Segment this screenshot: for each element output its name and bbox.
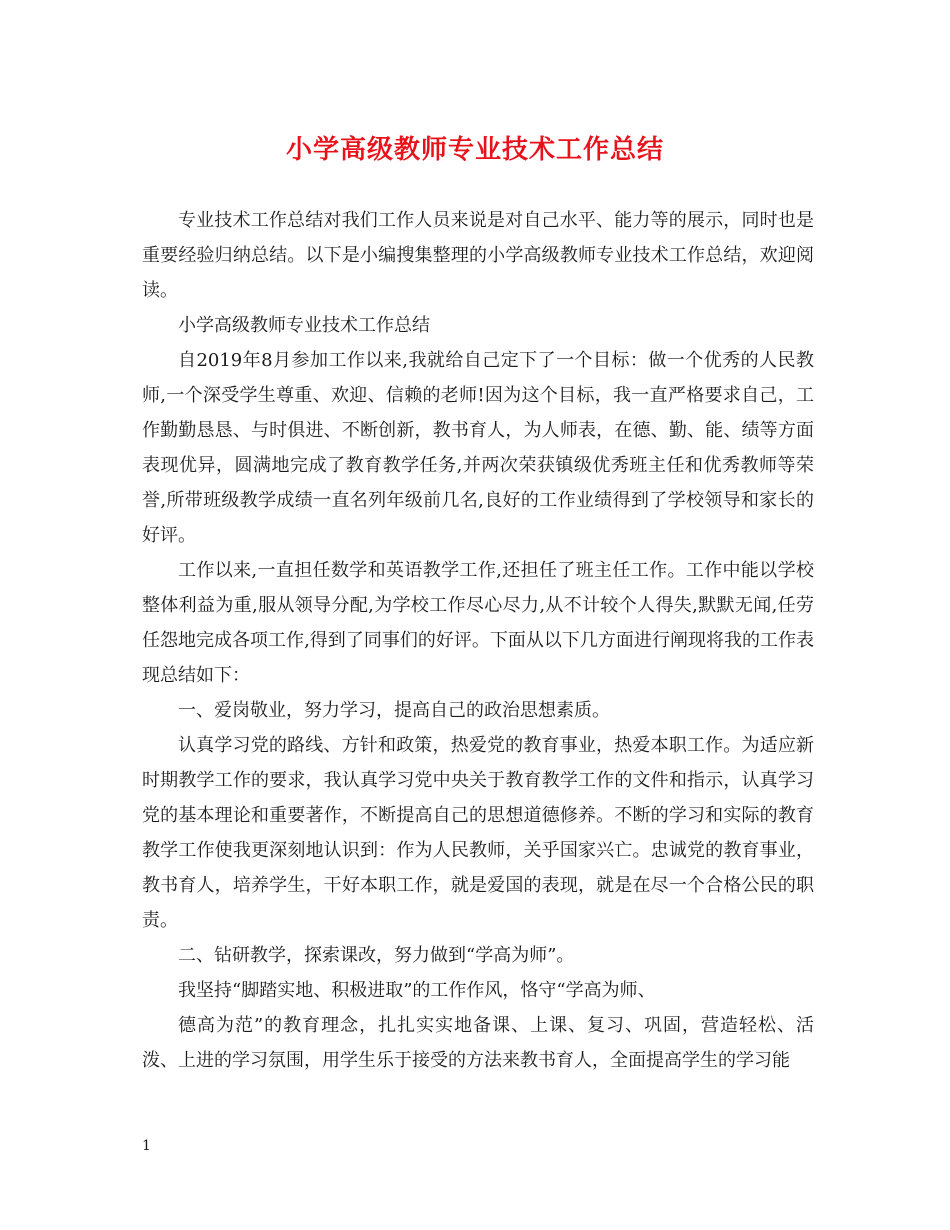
section-heading-two: 二、钻研教学，探索课改，努力做到“学高为师”。 — [178, 945, 575, 966]
section-heading-one: 一、爱岗敬业，努力学习，提高自己的政治思想素质。 — [178, 700, 610, 721]
page-number: 1 — [142, 1138, 151, 1154]
paragraph-subtitle: 小学高级教师专业技术工作总结 — [178, 315, 430, 336]
paragraph-teaching: 德高为范”的教育理念，扎扎实实地备课、上课、复习、巩固，营造轻松、活泼、上进的学习氛围，用学生乐于接受的方法来教书育人，全面提高学生的学习能 — [142, 1015, 814, 1071]
document-body — [142, 203, 814, 1078]
document-title: 小学高级教师专业技术工作总结 — [285, 135, 664, 165]
paragraph-intro: 专业技术工作总结对我们工作人员来说是对自己水平、能力等的展示，同时也是重要经验归纳总结。以下是小编搜集整理的小学高级教师专业技术工作总结，欢迎阅读。 — [142, 210, 814, 301]
paragraph-goal: 自2019年8月参加工作以来,我就给自己定下了一个目标：做一个优秀的人民教师,一个深受学生尊重、欢迎、信赖的老师!因为这个目标，我一直严格要求自己，工作勤勤恳恳、与时俱进、不断创新，教书育人，为人师表，在德、勤、能、绩等方面表现优异，圆满地完成了教育教学任务,并两次荣获镇级优秀班主任和优秀教师等荣誉,所带班级教学成绩一直名列年级前几名,良好的工作业绩得到了学校领导和家长的好评。 — [142, 350, 814, 546]
paragraph-study: 认真学习党的路线、方针和政策，热爱党的教育事业，热爱本职工作。为适应新时期教学工作的要求，我认真学习党中央关于教育教学工作的文件和指示，认真学习党的基本理论和重要著作，不断提高自己的思想道德修养。不断的学习和实际的教育教学工作使我更深刻地认识到：作为人民教师，关乎国家兴亡。忠诚党的教育事业，教书育人，培养学生，干好本职工作，就是爱国的表现，就是在尽一个合格公民的职责。 — [142, 735, 814, 931]
paragraph-style: 我坚持“脚踏实地、积极进取”的工作作风，恪守“学高为师、 — [178, 980, 656, 1001]
paragraph-work-overview: 工作以来,一直担任数学和英语教学工作,还担任了班主任工作。工作中能以学校整体利益为重,服从领导分配,为学校工作尽心尽力,从不计较个人得失,默默无闻,任劳任怨地完成各项工作,得到了同事们的好评。下面从以下几方面进行阐现将我的工作表现总结如下： — [142, 560, 814, 686]
